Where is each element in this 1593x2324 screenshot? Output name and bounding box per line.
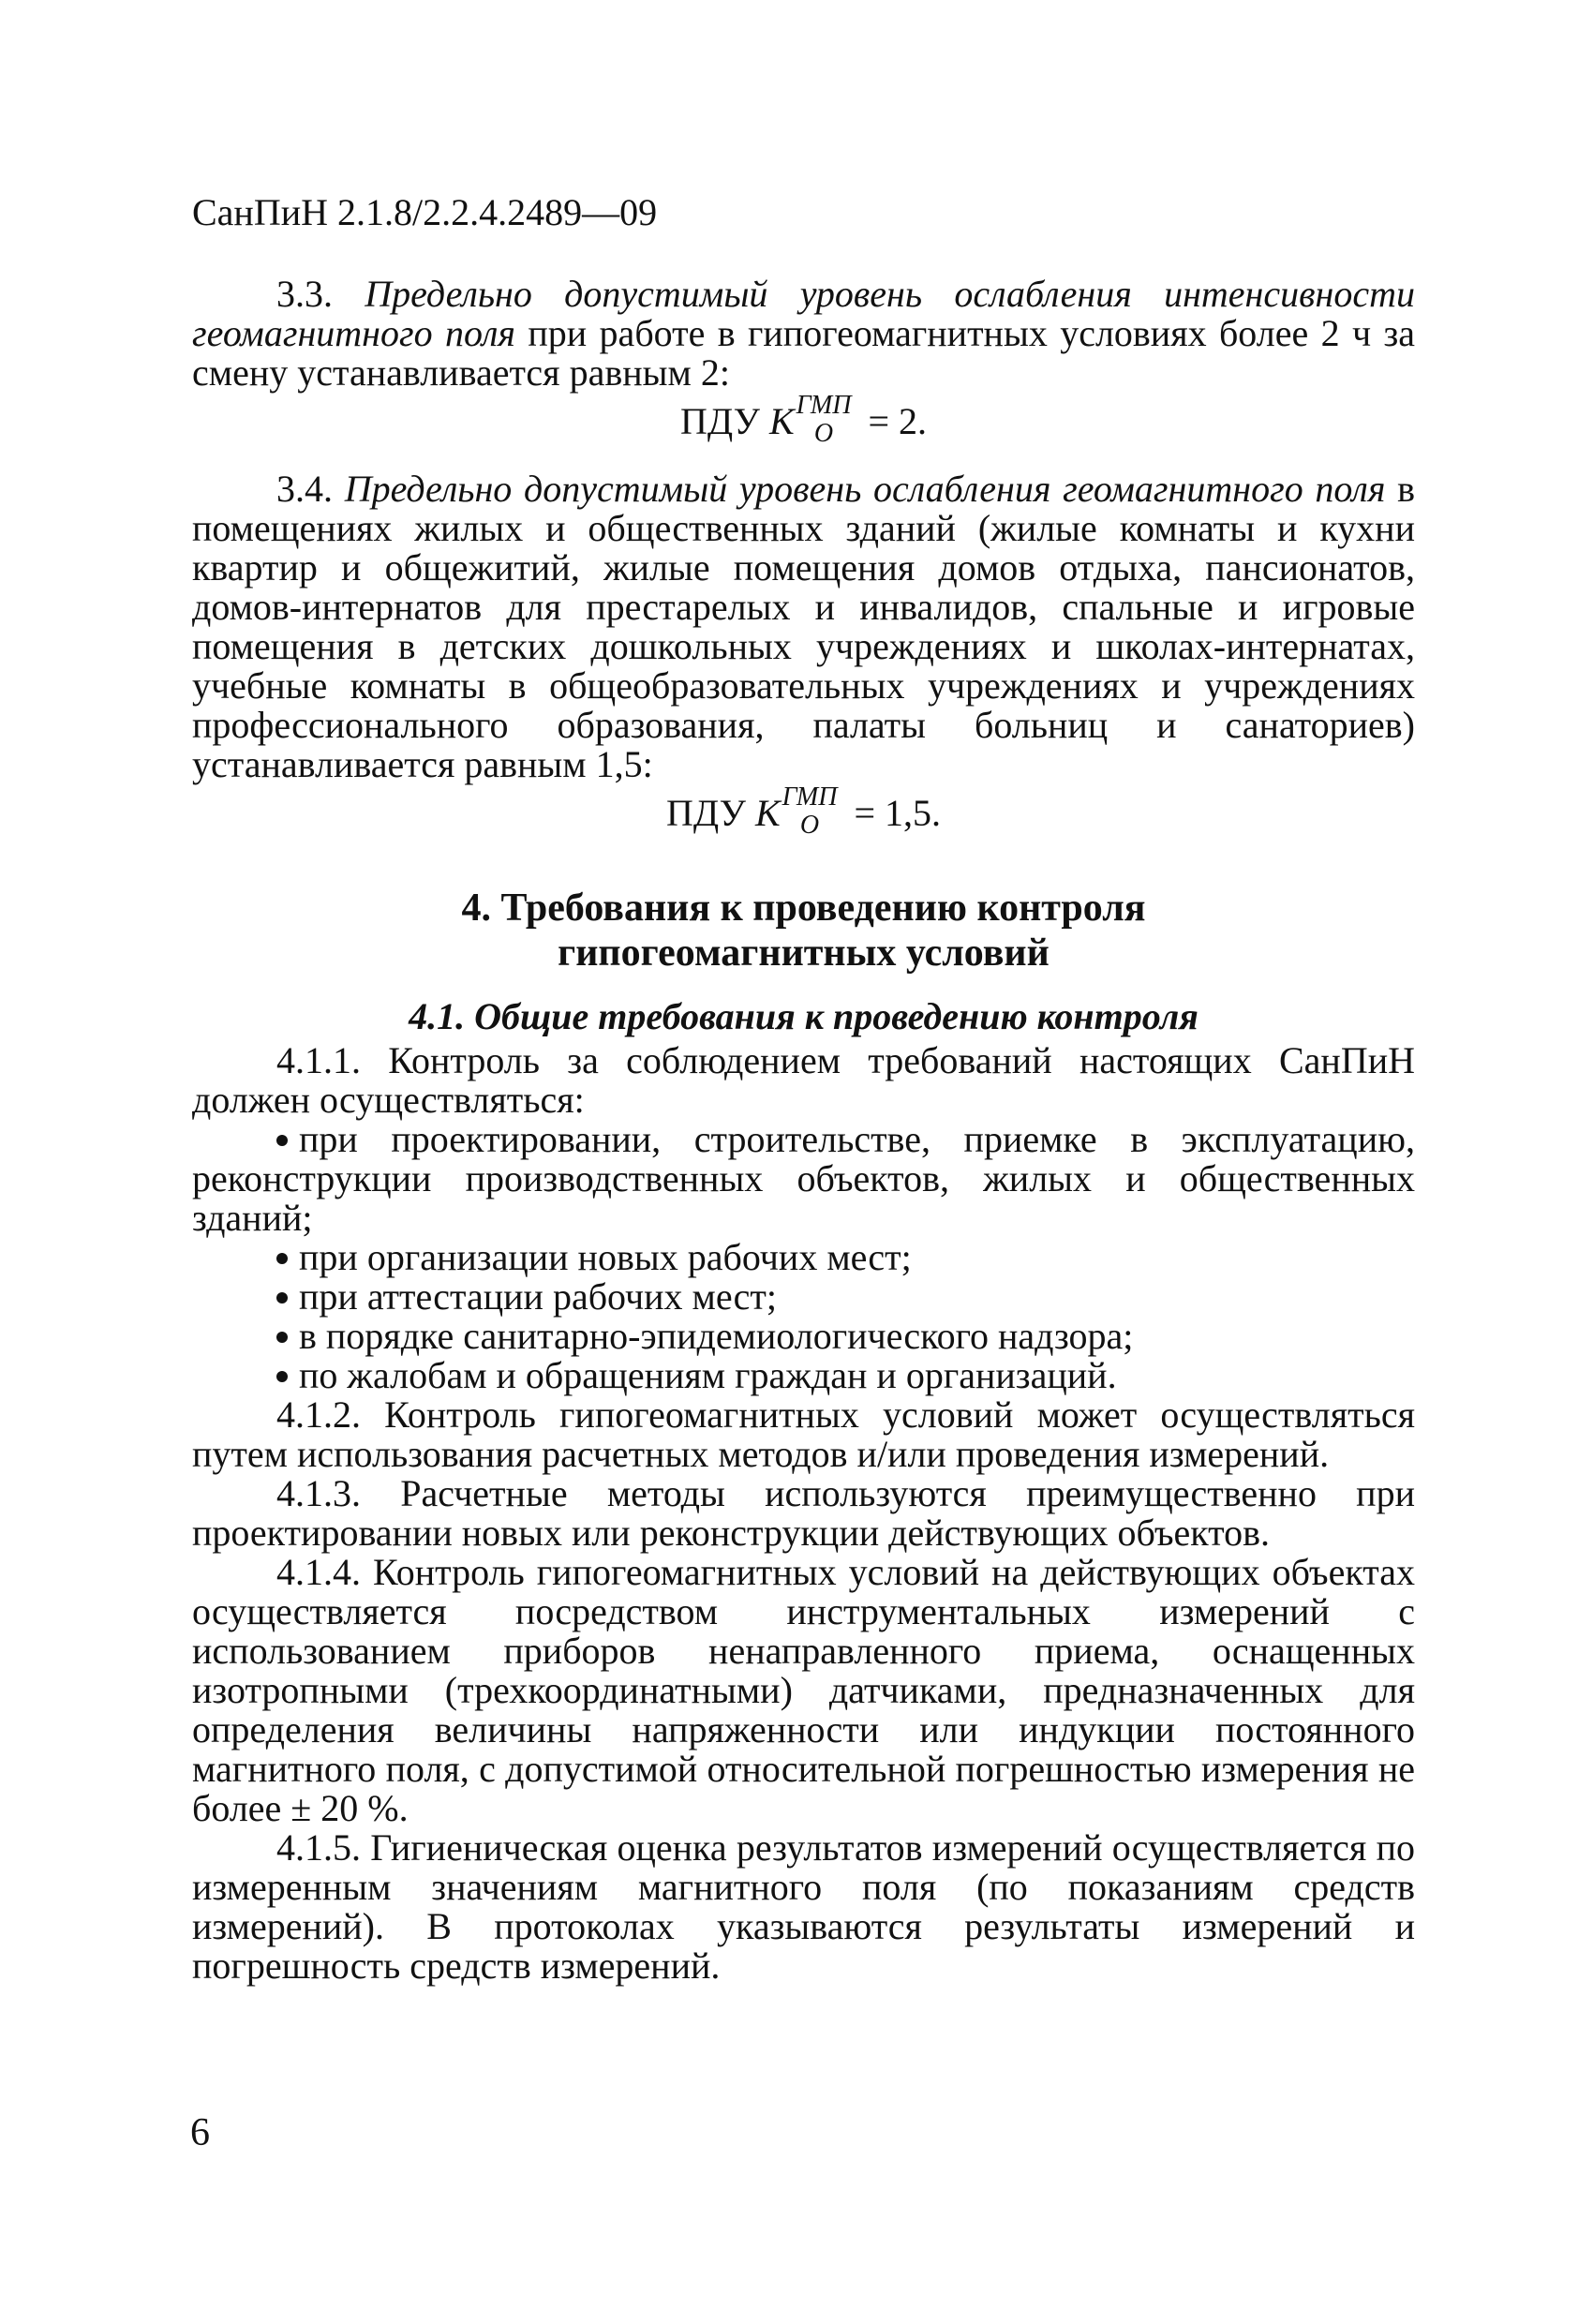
formula-pdu-1-5: [192, 782, 1415, 844]
paragraph-3-3-text: при работе в гипогеомагнитных условиях более 2 ч за смену устанавливается равным 2:: [192, 312, 1415, 394]
formula-indices: [782, 784, 838, 839]
section-4-title-line1: 4. Требования к проведению контроля: [461, 886, 1146, 930]
formula-prefix: ПДУ: [665, 792, 746, 835]
subsection-4-1-title: 4.1. Общие требования к проведению контроля: [409, 995, 1198, 1037]
page-content: [192, 275, 1415, 1986]
bullet-text: при аттестации рабочих мест;: [299, 1275, 777, 1318]
paragraph-3-3-number: 3.3.: [276, 273, 333, 315]
bullet-item: [192, 1356, 1415, 1395]
formula-subscript: О: [799, 811, 820, 840]
bullet-item: [192, 1120, 1415, 1238]
formula-variable: K: [768, 400, 795, 443]
paragraph-3-4-text: в помещениях жилых и общественных зданий (жилые комнаты и кухни квартир и общежитий, жилые помещения домов отдыха, пансионатов, домов-интернатов для престарелых и инвалидов, спальные и игровые помещения в детских дошкольных учреждениях и школах-интернатах, учебные комнаты в общеобразовательных учреждениях и учреждениях профессионального образования, палаты больниц и санаториев) устанавливается равным 1,5:: [192, 468, 1416, 785]
paragraph-3-4-number: 3.4.: [276, 468, 333, 510]
paragraph-3-3: [192, 275, 1415, 393]
paragraph-4-1-4: 4.1.4. Контроль гипогеомагнитных условий на действующих объектах осуществляется посредством инструментальных измерений с использованием приборов ненаправленного приема, оснащенных изотропными (трехкоординатными) датчиками, предназначенных для определения величины напряженности или индукции постоянного магнитного поля, с допустимой относительной погрешностью измерения не более ± 20 %.: [192, 1551, 1415, 1829]
bullet-text: в порядке санитарно-эпидемиологического надзора;: [299, 1315, 1134, 1357]
section-4-title-line2: гипогеомагнитных условий: [558, 931, 1050, 975]
paragraph-3-4-italic: Предельно допустимый уровень ослабления геомагнитного поля: [344, 468, 1386, 510]
formula-value: = 1,5.: [854, 792, 941, 835]
paragraph-4-1-5: 4.1.5. Гигиеническая оценка результатов измерений осуществляется по измеренным значениям магнитного поля (по показаниям средств измерений). В протоколах указываются результаты измерений и погрешность средств измерений.: [192, 1826, 1415, 1987]
formula-subscript: О: [813, 419, 834, 448]
paragraph-4-1-1: 4.1.1. Контроль за соблюдением требований настоящих СанПиН должен осуществляться:: [192, 1039, 1415, 1121]
bullet-text: при проектировании, строительстве, приемке в эксплуатацию, реконструкции производственных объектов, жилых и общественных зданий;: [192, 1118, 1415, 1239]
bullet-icon: [276, 1253, 288, 1264]
running-header: СанПиН 2.1.8/2.2.4.2489—09: [192, 191, 658, 233]
paragraph-3-4: [192, 469, 1415, 784]
formula-variable: K: [754, 792, 781, 835]
page-number: 6: [190, 2111, 210, 2154]
paragraph-4-1-3: 4.1.3. Расчетные методы используются преимущественно при проектировании новых или реконструкции действующих объектов.: [192, 1472, 1415, 1554]
formula-superscript: ГМП: [796, 391, 852, 420]
bullet-icon: [276, 1371, 288, 1382]
bullet-icon: [276, 1332, 288, 1343]
formula-value: = 2.: [868, 400, 927, 443]
bullet-text: по жалобам и обращениям граждан и организаций.: [299, 1354, 1117, 1396]
bullet-text: при организации новых рабочих мест;: [299, 1236, 912, 1278]
bullet-item: [192, 1317, 1415, 1356]
formula-superscript: ГМП: [782, 782, 838, 812]
paragraph-3-3-italic: Предельно допустимый уровень ослабления интенсивности геомагнитного поля: [192, 273, 1415, 354]
paragraph-4-1-2: 4.1.2. Контроль гипогеомагнитных условий может осуществляться путем использования расчетных методов и/или проведения измерений.: [192, 1393, 1415, 1475]
bullet-item: [192, 1238, 1415, 1277]
section-4-title: [192, 886, 1415, 976]
formula-pdu-2: [192, 391, 1415, 453]
formula-indices: [796, 393, 852, 447]
formula-prefix: ПДУ: [679, 400, 760, 443]
bullet-icon: [276, 1292, 288, 1304]
bullet-item: [192, 1277, 1415, 1317]
bullet-icon: [276, 1135, 288, 1146]
